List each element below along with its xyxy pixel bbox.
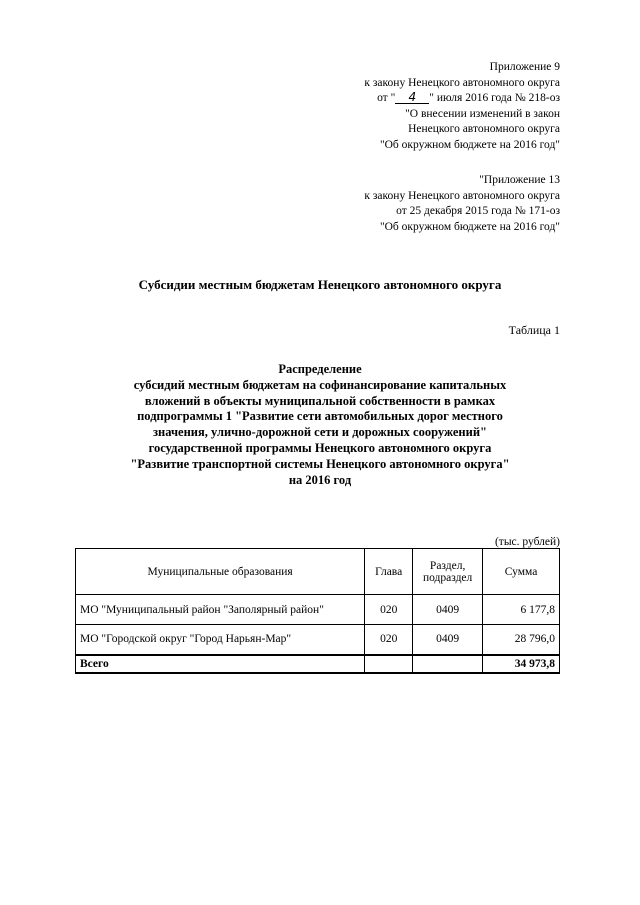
distribution-line: "Развитие транспортной системы Ненецкого автономного округа"	[130, 456, 510, 471]
distribution-heading	[60, 362, 580, 488]
header-chapter: Глава	[365, 549, 413, 595]
table-row	[76, 595, 560, 625]
header-section: Раздел, подраздел	[413, 549, 483, 595]
header-sum: Сумма	[483, 549, 560, 595]
appendix-13-line1: "Приложение 13	[479, 174, 560, 186]
distribution-title: Распределение	[278, 362, 362, 376]
cell-chapter: 020	[365, 595, 413, 625]
appendix-9-line6: "Об окружном бюджете на 2016 год"	[379, 138, 560, 151]
total-label: Всего	[76, 655, 365, 673]
cell-section: 0409	[413, 595, 483, 625]
cell-section: 0409	[413, 625, 483, 655]
appendix-9-line1: Приложение 9	[489, 61, 560, 73]
table-row	[76, 625, 560, 655]
units-label: (тыс. рублей)	[494, 536, 560, 548]
distribution-line: подпрограммы 1 "Развитие сети автомобильных дорог местного	[137, 409, 503, 424]
appendix-9-line5: Ненецкого автономного округа	[408, 123, 560, 135]
distribution-line: на 2016 год	[288, 472, 352, 487]
distribution-line: значения, улично-дорожной сети и дорожных сооружений"	[153, 425, 487, 440]
date-prefix: от "	[377, 92, 396, 104]
appendix-13-line4: "Об окружном бюджете на 2016 год"	[379, 220, 560, 233]
main-title: Субсидии местным бюджетам Ненецкого автономного округа	[138, 277, 502, 292]
distribution-line: государственной программы Ненецкого автономного округа	[148, 440, 492, 455]
table-total-row	[76, 655, 560, 673]
date-day-handwritten: 4	[395, 91, 429, 104]
appendix-9-date-line	[364, 91, 560, 107]
distribution-line: субсидий местным бюджетам на софинансирование капитальных	[133, 377, 507, 392]
appendix-13-line3: от 25 декабря 2015 года № 171-оз	[396, 205, 560, 217]
cell-municipality: МО "Городской округ "Город Нарьян-Мар"	[76, 625, 365, 655]
appendix-9-line2: к закону Ненецкого автономного округа	[364, 76, 560, 89]
cell-municipality: МО "Муниципальный район "Заполярный район"	[76, 595, 365, 625]
appendix-13-header	[364, 173, 560, 235]
table-header-row	[76, 549, 560, 595]
distribution-line: вложений в объекты муниципальной собственности в рамках	[144, 393, 496, 408]
total-sum: 34 973,8	[483, 655, 560, 673]
appendix-9-header	[364, 60, 560, 153]
subsidy-table	[75, 548, 560, 674]
appendix-13-line2: к закону Ненецкого автономного округа	[364, 189, 560, 202]
cell-sum: 6 177,8	[483, 595, 560, 625]
total-chapter-empty	[365, 655, 413, 673]
header-municipality: Муниципальные образования	[76, 549, 365, 595]
cell-sum: 28 796,0	[483, 625, 560, 655]
table-label: Таблица 1	[508, 323, 560, 337]
appendix-9-line4: "О внесении изменений в закон	[405, 107, 560, 120]
date-suffix: " июля 2016 года № 218-оз	[429, 92, 560, 104]
total-section-empty	[413, 655, 483, 673]
cell-chapter: 020	[365, 625, 413, 655]
